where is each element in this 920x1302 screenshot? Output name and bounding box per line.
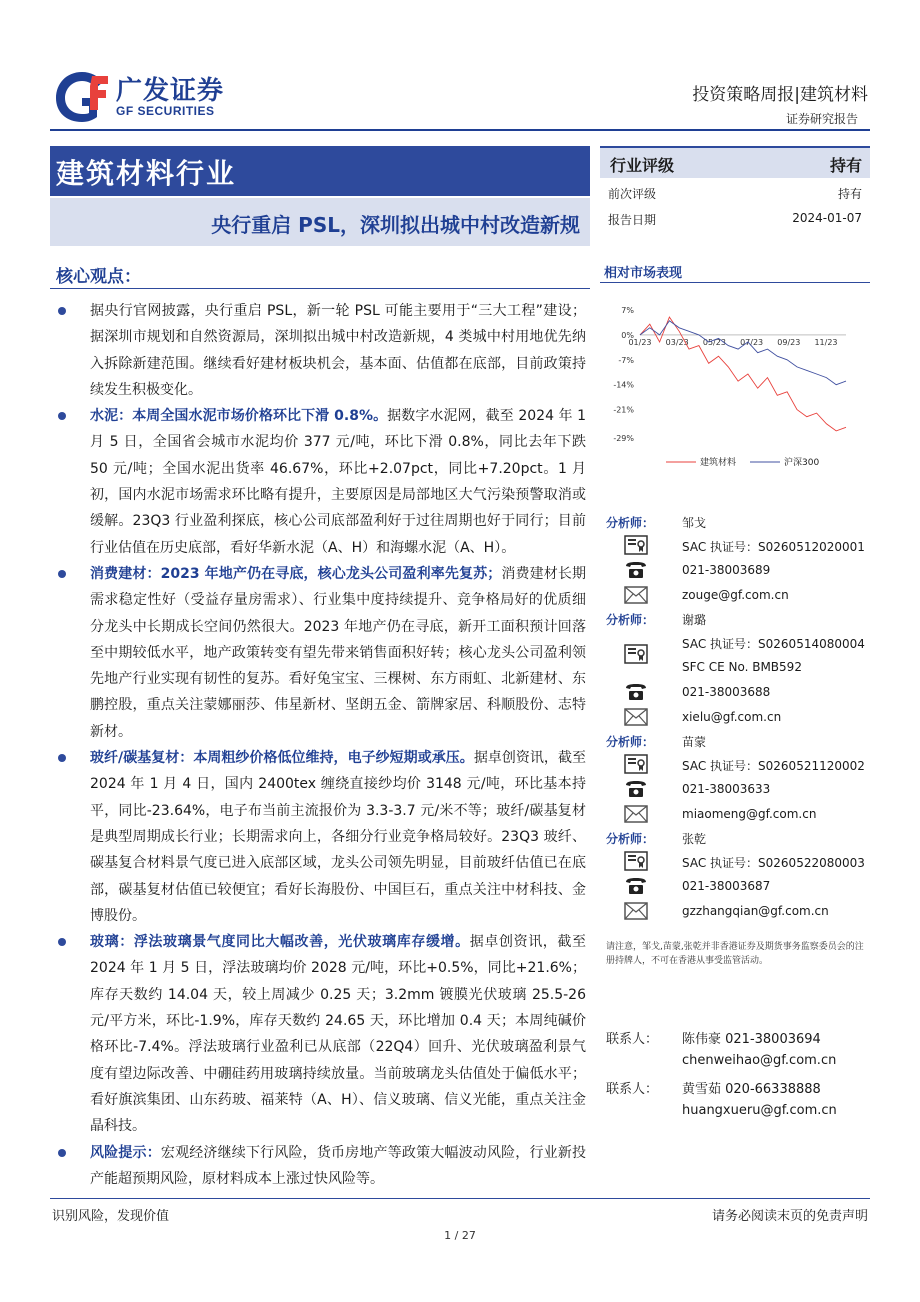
bullet-item [56,745,586,929]
x-tick-label: 05/23 [702,337,726,347]
analyst-name-row [600,729,870,751]
legend-label: 沪深300 [784,458,820,468]
certificate-icon [624,851,648,871]
analyst-label: 分析师： [606,613,655,627]
report-category: 证券研究报告 [785,112,858,126]
bullet-heading: 风险提示： [90,1144,161,1161]
bullet-heading: 玻璃：浮法玻璃景气度同比大幅改善，光伏玻璃库存缓增。 [90,934,470,951]
contact-row [606,1074,870,1099]
analyst-label: 分析师： [606,516,655,530]
bullet-dot-icon [58,754,66,762]
telephone-icon [624,779,648,799]
report-date-value: 2024-01-07 [792,211,862,225]
headline: 央行重启 PSL，深圳拟出城中村改造新规 [211,213,580,237]
series-line [640,317,846,431]
analyst-cert: SAC 执证号：S0260522080003 [682,856,865,870]
legend-label: 建筑材料 [700,458,737,468]
gf-logo-icon [52,68,110,124]
contact-email[interactable]: chenweihao@gf.com.cn [682,1053,837,1068]
analyst-label: 分析师： [606,832,655,846]
core-views-list [56,298,586,1192]
analyst-email-row[interactable] [600,801,870,826]
bullet-text: 据卓创资讯，截至 2024 年 1 月 4 日，国内 2400tex 缠绕直接纱均价 3148 元/吨，环比基本持平，同比-23.64%，电子布当前主流报价为 3.3-3.7 元/米不等；玻纤/碳基复材是典型周期成长行业；长期需求向上，各细分行业竞争格局较好。23Q3 玻纤、碳基复合材料景气度已进入底部区域，龙头公司领先明显，目前玻纤估值已在底部，碳基复材估值已较便宜；看好长海股份、中国巨石，重点关注中材科技、金博股份。 [90,750,586,924]
analyst-email-row[interactable] [600,582,870,607]
x-tick-label: 03/23 [665,337,689,347]
license-note: 请注意，邹戈,苗蒙,张乾并非香港证券及期货事务监察委员会的注册持牌人，不可在香港从事受监管活动。 [606,942,864,966]
bullet-dot-icon [58,938,66,946]
bullet-heading: 消费建材：2023 年地产仍在寻底，核心龙头公司盈利率先复苏； [90,565,502,582]
bullet-dot-icon [58,412,66,420]
y-tick-label: 0% [621,330,634,340]
analyst-cert: SAC 执证号：S0260514080004 [682,637,865,651]
analyst-phone: 021-38003633 [682,782,771,796]
analyst-email[interactable]: zouge@gf.com.cn [682,588,789,602]
performance-divider [600,282,870,283]
bullet-heading: 玻纤/碳基复材：本周粗纱价格低位维持，电子纱短期或承压。 [90,750,474,767]
bullet-item [56,403,586,561]
bullet-heading: 水泥：本周全国水泥市场价格环比下滑 0.8%。 [90,408,388,425]
relative-performance-chart [600,296,870,478]
prev-rating-value: 持有 [837,187,862,201]
contact-row [606,1024,870,1049]
analyst-name: 谢璐 [682,613,707,627]
y-tick-label: -7% [618,355,634,365]
industry-title: 建筑材料行业 [56,157,237,190]
bullet-text: 据数字水泥网，截至 2024 年 1 月 5 日，全国省会城市水泥均价 377 元/吨，环比下滑 0.8%，同比去年下跌 50 元/吨；全国水泥出货率 46.67%，环比+2.07pct，同比+7.20pct。1 月初，国内水泥市场需求环比略有提升，主要原因是局部地区大气污染预警取消或缓解。23Q3 行业盈利探底，核心公司底部盈利好于过往周期也好于同行；目前行业估值在历史底部，看好华新水泥（A、H）和海螺水泥（A、H）。 [90,408,587,556]
y-tick-label: -29% [613,434,634,443]
industry-title-band [50,146,590,196]
x-tick-label: 01/23 [628,337,652,347]
email-icon [624,804,648,824]
rating-label: 行业评级 [610,156,675,175]
analyst-phone: 021-38003687 [682,879,771,893]
bullet-dot-icon [58,307,66,315]
performance-heading: 相对市场表现 [604,266,683,281]
certificate-icon [624,535,648,555]
analyst-cert2-row [600,654,870,679]
y-tick-label: -21% [613,405,634,415]
analyst-cert: SAC 执证号：S0260521120002 [682,759,865,773]
rating-value: 持有 [829,156,862,175]
analyst-name-row [600,826,870,848]
analyst-name-row [600,510,870,532]
bullet-text: 宏观经济继续下行风险，货币房地产等政策大幅波动风险，行业新投产能超预期风险，原材料成本上涨过快风险等。 [90,1144,587,1187]
analyst-sfc: SFC CE No. BMB592 [682,660,802,674]
rating-box [600,146,870,230]
analyst-email[interactable]: gzzhangqian@gf.com.cn [682,904,829,918]
contact-email[interactable]: huangxueru@gf.com.cn [682,1103,837,1118]
analyst-cert-row [600,751,870,776]
contact-phone: 黄雪茹 020-66338888 [682,1082,821,1097]
core-views-heading: 核心观点： [56,267,141,287]
analyst-label: 分析师： [606,735,655,749]
contact-label: 联系人： [606,1082,659,1097]
report-date [600,204,870,230]
header-divider [50,129,870,131]
bullet-item [56,298,586,403]
logo-text-cn: 广发证券 [116,76,225,106]
analyst-phone-row [600,873,870,898]
contact-phone: 陈伟豪 021-38003694 [682,1032,821,1047]
series-line [640,321,846,385]
analyst-phone: 021-38003688 [682,685,771,699]
page-number: 1 / 27 [444,1229,476,1242]
analyst-name: 苗蒙 [682,735,707,749]
analyst-phone-row [600,776,870,801]
company-logo [52,66,252,126]
analyst-name: 邹戈 [682,516,707,530]
bullet-text: 据央行官网披露，央行重启 PSL，新一轮 PSL 可能主要用于“三大工程”建设；据深圳市规划和自然资源局，深圳拟出城中村改造新规，4 类城中村用地优先纳入拆除新建范围。继续看好建材板块机会，基本面、估值都在底部，目前政策持续发生积极变化。 [90,303,586,398]
certificate-icon [624,754,648,774]
x-tick-label: 09/23 [777,337,801,347]
contacts-block [606,1024,870,1124]
rating-previous [600,178,870,204]
x-tick-label: 11/23 [814,337,838,347]
report-type: 投资策略周报|建筑材料 [692,85,868,105]
analyst-phone-row [600,679,870,704]
analyst-email-row[interactable] [600,704,870,729]
analyst-name: 张乾 [682,832,707,846]
bullet-item [56,561,586,745]
y-tick-label: -14% [613,380,634,390]
certificate-icon [624,644,648,664]
rating-current [600,146,870,178]
contact-row[interactable] [606,1099,870,1124]
report-date-label: 报告日期 [608,213,657,227]
bullet-text: 据卓创资讯，截至 2024 年 1 月 5 日，浮法玻璃均价 2028 元/吨，环比+0.5%，同比+21.6%；库存天数约 14.04 天，较上周减少 0.25 天；3.2mm 镀膜光伏玻璃 25.5-26 元/平方米，环比-1.9%，库存天数约 24.65 天，环比增加 0.4 天；本周纯碱价格环比-7.4%。浮法玻璃行业盈利已从底部（22Q4）回升、光伏玻璃盈利景气度有望边际改善、中硼硅药用玻璃持续放量。当前玻璃龙头估值处于偏低水平；看好旗滨集团、山东药玻、福莱特（A、H）、信义玻璃、信义光能，重点关注金晶科技。 [90,934,587,1135]
analyst-email[interactable]: xielu@gf.com.cn [682,710,782,724]
analyst-phone-row [600,557,870,582]
analyst-cert-row [600,532,870,557]
analyst-phone: 021-38003689 [682,563,771,577]
telephone-icon [624,876,648,896]
telephone-icon [624,560,648,580]
x-tick-label: 07/23 [740,337,764,347]
core-divider [50,288,590,289]
analyst-cert-row [600,848,870,873]
analyst-name-row [600,607,870,629]
footer-divider [50,1198,870,1199]
bullet-text: 消费建材长期需求稳定性好（受益存量房需求）、行业集中度持续提升、竞争格局好的优质细分龙头中长期成长空间仍然很大。2023 年地产仍在寻底，新开工面积预计回落至中期较低水平，地产政策转变有望先带来销售面积好转；核心龙头公司盈利领先地产行业实现有韧性的复苏。看好兔宝宝、三棵树、东方雨虹、北新建材、东鹏控股，重点关注蒙娜丽莎、伟星新材、坚朗五金、箭牌家居、科顺股份、志特新材。 [90,565,586,740]
y-tick-label: 7% [621,306,634,315]
bullet-dot-icon [58,1149,66,1157]
email-icon [624,901,648,921]
email-icon [624,585,648,605]
bullet-item [56,1140,586,1193]
analyst-email-row[interactable] [600,898,870,923]
telephone-icon [624,682,648,702]
footer-slogan: 识别风险，发现价值 [52,1209,170,1224]
logo-text-en: GF SECURITIES [116,104,215,118]
footer-disclaimer: 请务必阅读末页的免责声明 [711,1209,868,1224]
bullet-item [56,929,586,1139]
bullet-dot-icon [58,570,66,578]
headline-band [50,198,590,246]
contact-label: 联系人： [606,1032,659,1047]
analyst-email[interactable]: miaomeng@gf.com.cn [682,807,817,821]
analyst-cert: SAC 执证号：S0260512020001 [682,540,865,554]
prev-rating-label: 前次评级 [608,187,657,201]
email-icon [624,707,648,727]
analysts-block [600,510,870,923]
contact-row[interactable] [606,1049,870,1074]
